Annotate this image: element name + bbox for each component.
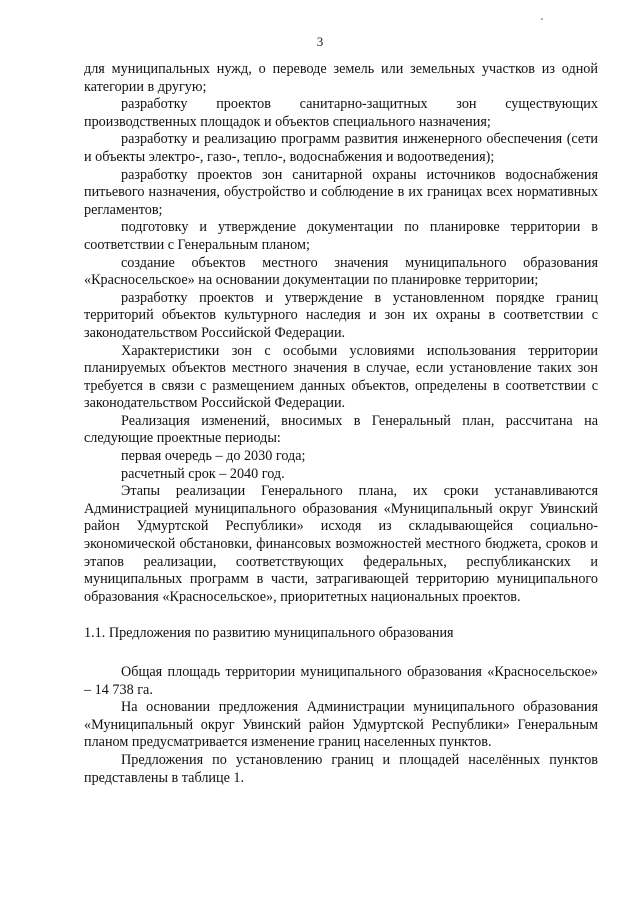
period-first-stage: первая очередь – до 2030 года;: [121, 448, 306, 465]
list-item-local-objects: создание объектов местного значения муниципального образования «Красносельское» на основании документации по планировке территории;: [84, 254, 598, 289]
section-heading: 1.1. Предложения по развитию муниципального образования: [84, 625, 454, 642]
document-body: [84, 61, 598, 787]
period-calculated: расчетный срок – 2040 год.: [121, 465, 285, 482]
list-item-engineering-programs: разработку и реализацию программ развития инженерного обеспечения (сети и объекты электро-, газо-, тепло-, водоснабжения и водоотведения);: [84, 131, 598, 165]
paragraph-implementation-stages: Этапы реализации Генерального плана, их сроки устанавливаются Администрацией муниципального образования «Муниципальный округ Увинский район Удмуртской Республики» исходя из складывающейся социально-экономической обстановки, финансовых возможностей местного бюджета, сроков и этапов реализации, соответствующих федеральных, республиканских и муниципальных программ в части, затрагивающей территорию муниципального образования «Красносельское», приоритетных национальных проектов.: [84, 483, 598, 605]
page-number: 3: [316, 34, 324, 49]
list-item-water-protection: разработку проектов зон санитарной охраны источников водоснабжения питьевого назначения, обустройство и соблюдение в их границах всех нормативных регламентов;: [84, 166, 598, 218]
paragraph-continuation: для муниципальных нужд, о переводе земель или земельных участков из одной категории в другую;: [84, 61, 598, 95]
list-item-cultural-heritage: разработку проектов и утверждение в установленном порядке границ территорий объектов культурного наследия и зон их охраны в соответствии с законодательством Российской Федерации.: [84, 289, 598, 341]
paragraph-boundary-change: На основании предложения Администрации муниципального образования «Муниципальный округ Увинский район Удмуртской Республики» Генеральным планом предусматривается изменение границ населенных пунктов.: [84, 699, 598, 751]
paragraph-implementation-periods: Реализация изменений, вносимых в Генеральный план, рассчитана на следующие проектные периоды:: [84, 412, 598, 447]
paragraph-special-zones: Характеристики зон с особыми условиями использования территории планируемых объектов местного значения в случае, если установление таких зон требуется в связи с размещением данных объектов, определены в соответствии с законодательством Российской Федерации.: [84, 342, 598, 412]
paragraph-total-area: Общая площадь территории муниципального образования «Красносельское» – 14 738 га.: [84, 664, 598, 698]
scan-speck: [541, 18, 543, 20]
list-item-planning-docs: подготовку и утверждение документации по планировке территории в соответствии с Генеральным планом;: [84, 219, 598, 253]
paragraph-table-reference: Предложения по установлению границ и площадей населённых пунктов представлены в таблице 1.: [84, 751, 598, 786]
list-item-sanitary-zones: разработку проектов санитарно-защитных зон существующих производственных площадок и объектов специального назначения;: [84, 96, 598, 130]
